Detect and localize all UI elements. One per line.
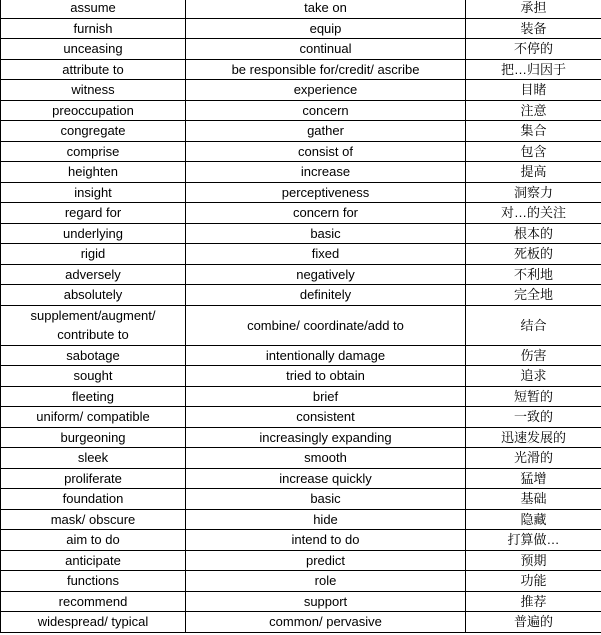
table-row: [1, 121, 601, 142]
meaning-cell: 预期: [466, 550, 601, 571]
meaning-cell: 迅速发展的: [466, 427, 601, 448]
meaning-cell: 推荐: [466, 591, 601, 612]
meaning-cell: 根本的: [466, 223, 601, 244]
meaning-cell: 功能: [466, 571, 601, 592]
meaning-cell: 死板的: [466, 244, 601, 265]
table-row: [1, 468, 601, 489]
word-cell: sabotage: [1, 345, 186, 366]
table-row: [1, 162, 601, 183]
word-cell: unceasing: [1, 39, 186, 60]
word-cell: fleeting: [1, 386, 186, 407]
synonym-cell: gather: [186, 121, 466, 142]
meaning-cell: 普遍的: [466, 612, 601, 633]
word-cell: mask/ obscure: [1, 509, 186, 530]
synonym-cell: continual: [186, 39, 466, 60]
word-cell: foundation: [1, 489, 186, 510]
word-cell: congregate: [1, 121, 186, 142]
synonym-cell: increase: [186, 162, 466, 183]
table-row: [1, 264, 601, 285]
table-row: [1, 489, 601, 510]
word-cell: supplement/augment/ contribute to: [1, 305, 186, 345]
meaning-cell: 完全地: [466, 285, 601, 306]
synonym-cell: fixed: [186, 244, 466, 265]
meaning-cell: 装备: [466, 18, 601, 39]
word-cell: proliferate: [1, 468, 186, 489]
meaning-cell: 猛增: [466, 468, 601, 489]
table-row: [1, 407, 601, 428]
word-cell: preoccupation: [1, 100, 186, 121]
table-row: [1, 0, 601, 18]
table-row: [1, 591, 601, 612]
table-row: [1, 427, 601, 448]
synonym-cell: take on: [186, 0, 466, 18]
meaning-cell: 目睹: [466, 80, 601, 101]
word-cell: heighten: [1, 162, 186, 183]
synonym-cell: support: [186, 591, 466, 612]
meaning-cell: 注意: [466, 100, 601, 121]
meaning-cell: 对…的关注: [466, 203, 601, 224]
meaning-cell: 不停的: [466, 39, 601, 60]
table-row: [1, 285, 601, 306]
synonym-cell: tried to obtain: [186, 366, 466, 387]
table-row: [1, 509, 601, 530]
table-row: [1, 141, 601, 162]
table-row: [1, 366, 601, 387]
word-cell: comprise: [1, 141, 186, 162]
table-row: [1, 305, 601, 345]
word-cell: assume: [1, 0, 186, 18]
synonym-cell: predict: [186, 550, 466, 571]
meaning-cell: 打算做…: [466, 530, 601, 551]
table-row: [1, 571, 601, 592]
synonym-cell: basic: [186, 489, 466, 510]
word-cell: burgeoning: [1, 427, 186, 448]
word-cell: regard for: [1, 203, 186, 224]
synonym-cell: increasingly expanding: [186, 427, 466, 448]
table-row: [1, 203, 601, 224]
word-cell: witness: [1, 80, 186, 101]
word-cell: furnish: [1, 18, 186, 39]
synonym-cell: combine/ coordinate/add to: [186, 305, 466, 345]
table-row: [1, 223, 601, 244]
meaning-cell: 短暂的: [466, 386, 601, 407]
meaning-cell: 一致的: [466, 407, 601, 428]
word-cell: aim to do: [1, 530, 186, 551]
word-cell: underlying: [1, 223, 186, 244]
meaning-cell: 追求: [466, 366, 601, 387]
meaning-cell: 洞察力: [466, 182, 601, 203]
synonym-cell: basic: [186, 223, 466, 244]
meaning-cell: 结合: [466, 305, 601, 345]
meaning-cell: 把…归因于: [466, 59, 601, 80]
synonym-cell: concern for: [186, 203, 466, 224]
meaning-cell: 光滑的: [466, 448, 601, 469]
word-cell: sought: [1, 366, 186, 387]
table-row: [1, 386, 601, 407]
table-row: [1, 530, 601, 551]
word-cell: rigid: [1, 244, 186, 265]
synonym-cell: perceptiveness: [186, 182, 466, 203]
table-row: [1, 59, 601, 80]
table-row: [1, 448, 601, 469]
table-row: [1, 18, 601, 39]
synonym-cell: brief: [186, 386, 466, 407]
word-cell: attribute to: [1, 59, 186, 80]
synonym-cell: hide: [186, 509, 466, 530]
word-cell: anticipate: [1, 550, 186, 571]
table-row: [1, 182, 601, 203]
word-cell: insight: [1, 182, 186, 203]
word-cell: functions: [1, 571, 186, 592]
meaning-cell: 包含: [466, 141, 601, 162]
table-row: [1, 80, 601, 101]
word-cell: widespread/ typical: [1, 612, 186, 633]
meaning-cell: 基础: [466, 489, 601, 510]
synonym-cell: common/ pervasive: [186, 612, 466, 633]
vocabulary-table-body: [1, 0, 601, 632]
synonym-cell: intend to do: [186, 530, 466, 551]
meaning-cell: 不利地: [466, 264, 601, 285]
synonym-cell: role: [186, 571, 466, 592]
table-row: [1, 100, 601, 121]
table-row: [1, 39, 601, 60]
synonym-cell: smooth: [186, 448, 466, 469]
meaning-cell: 隐藏: [466, 509, 601, 530]
synonym-cell: concern: [186, 100, 466, 121]
synonym-cell: intentionally damage: [186, 345, 466, 366]
word-cell: uniform/ compatible: [1, 407, 186, 428]
word-cell: absolutely: [1, 285, 186, 306]
synonym-cell: definitely: [186, 285, 466, 306]
word-cell: adversely: [1, 264, 186, 285]
meaning-cell: 集合: [466, 121, 601, 142]
word-cell: recommend: [1, 591, 186, 612]
table-row: [1, 345, 601, 366]
table-row: [1, 244, 601, 265]
synonym-cell: be responsible for/credit/ ascribe: [186, 59, 466, 80]
meaning-cell: 伤害: [466, 345, 601, 366]
meaning-cell: 承担: [466, 0, 601, 18]
synonym-cell: experience: [186, 80, 466, 101]
table-row: [1, 612, 601, 633]
meaning-cell: 提高: [466, 162, 601, 183]
synonym-cell: increase quickly: [186, 468, 466, 489]
table-row: [1, 550, 601, 571]
synonym-cell: negatively: [186, 264, 466, 285]
synonym-cell: consist of: [186, 141, 466, 162]
synonym-cell: consistent: [186, 407, 466, 428]
synonym-cell: equip: [186, 18, 466, 39]
word-cell: sleek: [1, 448, 186, 469]
